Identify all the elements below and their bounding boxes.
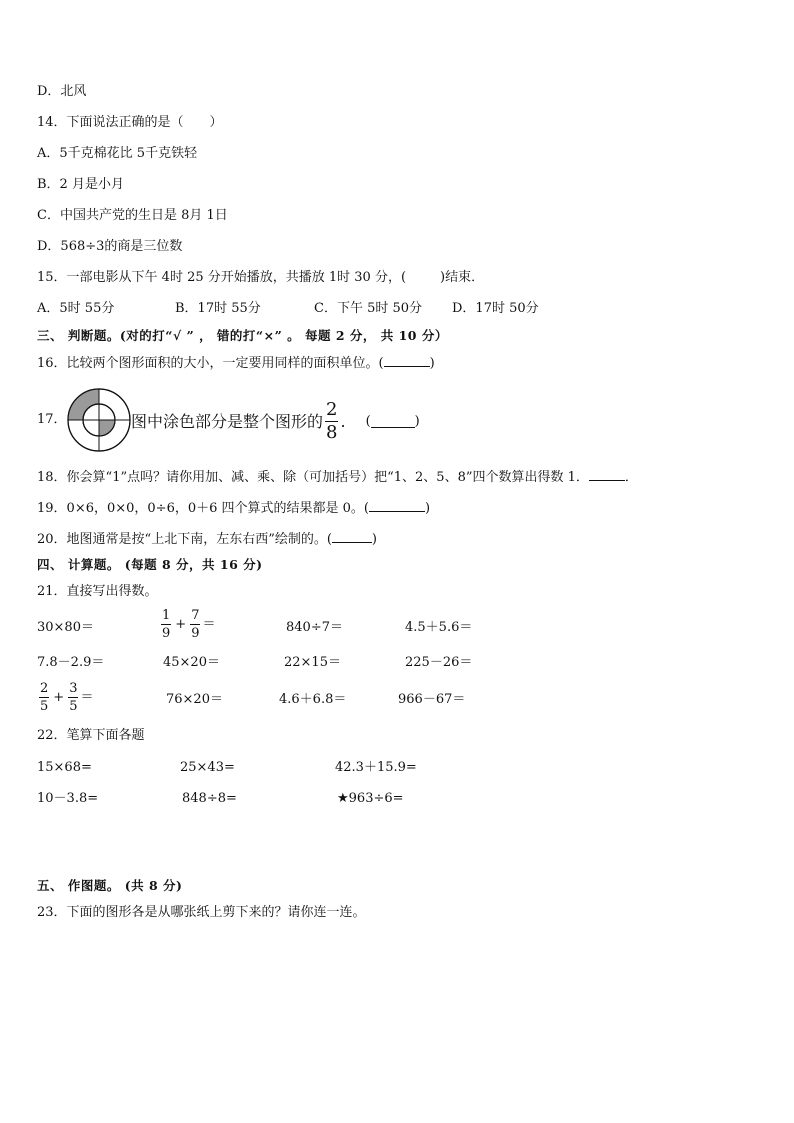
q21-r3c2: 76×20＝ [166,692,223,707]
shaded-circle-figure [66,387,132,453]
q14-option-a: A．5千克棉花比 5千克铁轻 [37,146,198,161]
q21-r1c1: 30×80＝ [37,620,94,635]
q18-answer-blank[interactable] [589,468,625,481]
q21-r2c1: 7.8－2.9＝ [37,655,105,670]
q18-stem-after: ． [624,470,638,485]
q21-r1c3: 840÷7＝ [286,620,343,635]
q17-fraction-numerator: 2 [326,399,338,420]
q16-stem-before: 16．比较两个图形面积的大小，一定要用同样的面积单位。( [37,356,384,371]
q22-r2c2: 848÷8= [182,791,237,806]
q21-r2c2: 45×20＝ [163,655,220,670]
q17-fraction-denominator: 8 [326,422,338,443]
q21-r3c3: 4.6＋6.8＝ [279,692,347,707]
q22-r1c3: 42.3＋15.9= [335,760,417,775]
q19-stem-before: 19．0×6，0×0，0÷6，0＋6 四个算式的结果都是 0。( [37,501,369,516]
q15-option-b: B．17时 55分 [175,301,261,316]
q15-option-d: D．17时 50分 [452,301,539,316]
q21-r1c2-frac2-den: 9 [191,626,200,641]
q21-r1c2-eq: ＝ [202,616,216,632]
q17-text: 图中涂色部分是整个图形的 [131,411,324,431]
q14-stem: 14．下面说法正确的是（ ） [37,115,223,130]
q15-option-c: C．下午 5时 50分 [314,301,423,316]
q19-stem-after: ) [425,501,431,516]
q17-fraction [325,400,338,443]
q20-stem-before: 20．地图通常是按“上北下南，左东右西”绘制的。( [37,532,332,547]
q16-stem [37,354,435,373]
q21-r1c4: 4.5＋5.6＝ [405,620,473,635]
section4-heading: 四、 计算题。 (每题 8 分，共 16 分) [37,557,263,572]
q15-option-a: A．5时 55分 [37,301,115,316]
q15-stem-after: )结束． [440,270,485,285]
q21-r3c1 [37,681,93,714]
q21-r1c2-frac2 [190,608,200,641]
q21-r1c2-frac1 [161,608,171,641]
q20-stem [37,530,377,549]
q19-stem [37,499,430,518]
q21-r3c1-frac1-den: 5 [40,699,49,714]
q21-r2c3: 22×15＝ [284,655,341,670]
q21-r3c1-eq: ＝ [80,689,94,705]
q21-r1c2 [159,608,215,641]
q14-option-b: B．2 月是小月 [37,177,124,192]
q17-stem [131,400,420,443]
q21-r3c1-frac1-num: 2 [40,681,49,696]
q21-r3c1-frac2 [68,681,78,714]
q21-stem: 21．直接写出得数。 [37,584,158,599]
q18-stem [37,468,638,487]
q17-number: 17． [37,412,67,427]
q17-suffix: . [340,411,346,431]
q13-option-d: D．北风 [37,84,87,99]
section5-heading: 五、 作图题。 (共 8 分) [37,878,183,893]
q17-paren-close: ) [414,413,420,429]
q21-r1c2-frac1-num: 1 [162,608,171,623]
q21-r3c1-op: + [53,689,65,705]
q21-r1c2-frac1-den: 9 [162,626,171,641]
q14-option-c: C．中国共产党的生日是 8月 1日 [37,208,228,223]
q22-r1c1: 15×68= [37,760,92,775]
q16-answer-blank[interactable] [384,354,430,367]
q21-r3c1-frac2-num: 3 [69,681,78,696]
q22-r2c1: 10－3.8= [37,791,99,806]
q21-r1c2-frac2-num: 7 [191,608,200,623]
q16-stem-after: ) [429,356,435,371]
q15-stem-before: 15．一部电影从下午 4时 25 分开始播放，共播放 1时 30 分，( [37,270,407,285]
q21-r3c1-frac1 [39,681,49,714]
q22-r2c3: ★963÷6= [337,791,404,806]
q21-r1c2-op: + [175,616,187,632]
q15-stem [37,269,484,287]
q23-stem: 23．下面的图形各是从哪张纸上剪下来的？请你连一连。 [37,905,366,920]
q20-stem-after: ) [371,532,377,547]
q20-answer-blank[interactable] [332,530,372,543]
q21-r3c4: 966－67＝ [398,692,466,707]
q14-option-d: D．568÷3的商是三位数 [37,239,183,254]
q19-answer-blank[interactable] [369,499,425,512]
q18-stem-before: 18．你会算“1”点吗？请你用加、减、乘、除（可加括号）把“1、2、5、8”四个数算出得数 1． [37,470,589,485]
q22-r1c2: 25×43= [180,760,235,775]
q22-stem: 22．笔算下面各题 [37,728,145,743]
q21-r2c4: 225－26＝ [405,655,473,670]
q17-paren-open: ( [365,413,371,429]
q17-answer-blank[interactable] [371,415,415,428]
q21-r3c1-frac2-den: 5 [69,699,78,714]
section3-heading: 三、 判断题。(对的打“√ ” ， 错的打“×” 。 每题 2 分， 共 10 分） [37,328,448,343]
